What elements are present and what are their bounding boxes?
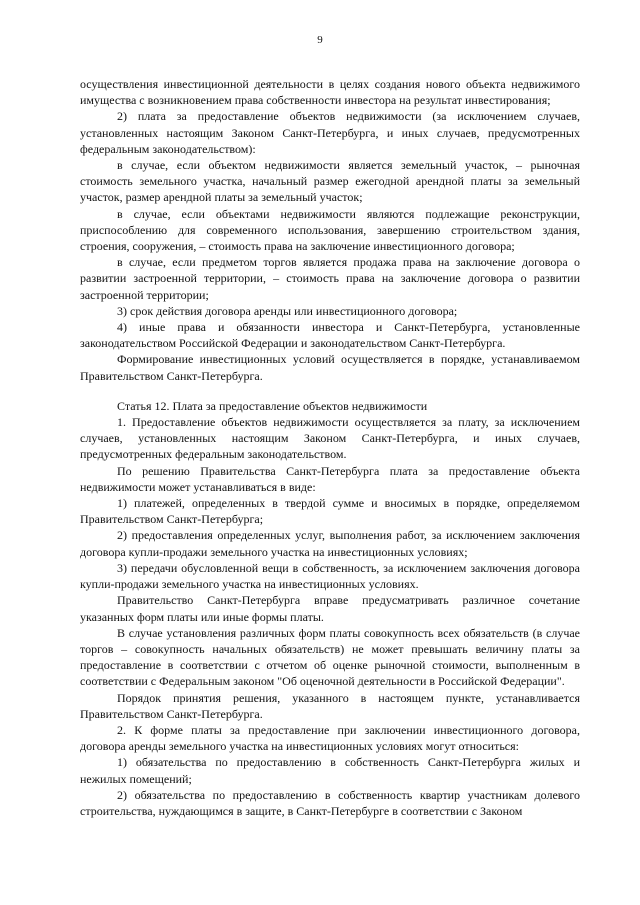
paragraph: Правительство Санкт-Петербурга вправе предусматривать различное сочетание указанных форм платы или иные формы платы. [80,593,580,624]
paragraph: 2) обязательства по предоставлению в собственность квартир участникам долевого строительства, нуждающимся в защите, в Санкт-Петербурге в соответствии с Законом [80,787,580,818]
paragraph: 1) платежей, определенных в твердой сумме и вносимых в порядке, определяемом Правительством Санкт-Петербурга; [80,496,580,527]
paragraph: 4) иные права и обязанности инвестора и Санкт-Петербурга, установленные законодательством Российской Федерации и законодательством Санкт-Петербурга. [80,320,580,351]
paragraph: в случае, если объектом недвижимости является земельный участок, – рыночная стоимость земельного участка, начальный размер ежегодной арендной платы за земельный участок, размер арендной платы за земельный участок; [80,158,580,205]
paragraph: 1. Предоставление объектов недвижимости осуществляется за плату, за исключением случаев, установленных настоящим Законом Санкт-Петербурга, и иных случаев, предусмотренных федеральным законодательством. [80,415,580,462]
paragraph: 1) обязательства по предоставлению в собственность Санкт-Петербурга жилых и нежилых помещений; [80,755,580,786]
paragraph: 2) плата за предоставление объектов недвижимости (за исключением случаев, установленных настоящим Законом Санкт-Петербурга, и иных случаев, предусмотренных федеральным законодательством): [80,109,580,156]
page-number: 9 [317,34,323,46]
paragraph: осуществления инвестиционной деятельности в целях создания нового объекта недвижимого имущества с возникновением права собственности инвестора на результат инвестирования; [80,77,580,108]
paragraph: в случае, если предметом торгов является продажа права на заключение договора о развитии застроенной территории, – стоимость права на заключение договора о развитии застроенной территории; [80,255,580,302]
document-body [80,76,580,819]
paragraph: в случае, если объектами недвижимости являются подлежащие реконструкции, приспособлению для современного использования, завершению строительством здания, строения, сооружения, – стоимость права на заключение инвестиционного договора; [80,206,580,254]
paragraph: По решению Правительства Санкт-Петербурга плата за предоставление объекта недвижимости может устанавливаться в виде: [80,463,580,494]
paragraph: В случае установления различных форм платы совокупность всех обязательств (в случае торгов – совокупность начальных обязательств) не может превышать величину платы за предоставление в соответствии с отчетом об оценке рыночной стоимости, выполненным в соответствии с Федеральным законом "Об оценочной деятельности в Российской Федерации". [80,625,580,689]
article-heading: Статья 12. Плата за предоставление объектов недвижимости [117,398,428,413]
paragraph: Порядок принятия решения, указанного в настоящем пункте, устанавливается Правительством Санкт-Петербурга. [80,690,580,721]
paragraph: 3) передачи обусловленной вещи в собственность, за исключением заключения договора купли-продажи земельного участка на инвестиционных условиях. [80,560,580,592]
paragraph: 2. К форме платы за предоставление при заключении инвестиционного договора, договора аренды земельного участка на инвестиционных условиях могут относиться: [80,722,580,754]
paragraph: Формирование инвестиционных условий осуществляется в порядке, устанавливаемом Правительством Санкт-Петербурга. [80,352,580,383]
paragraph: 3) срок действия договора аренды или инвестиционного договора; [117,303,458,318]
paragraph: 2) предоставления определенных услуг, выполнения работ, за исключением заключения договора купли-продажи земельного участка на инвестиционных условиях; [80,528,580,559]
